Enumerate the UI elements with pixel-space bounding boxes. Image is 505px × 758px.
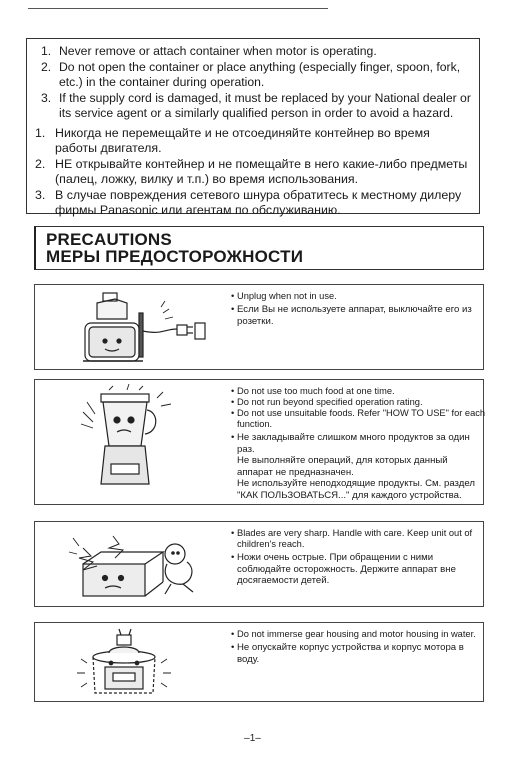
card-2-en-1: • Do not use too much food at one time. xyxy=(231,386,395,396)
card-3-en-1: • Blades are very sharp. Handle with care. Keep unit out of children's reach. xyxy=(231,528,473,549)
warning-ru-3: 3. В случае повреждения сетевого шнура обратитесь к местному дилеру фирмы Panasonic или агентам по обслуживанию. xyxy=(35,188,462,217)
card-2-ru-2: Не выполняйте операций, для которых данный аппарат не предназначен. xyxy=(237,455,448,478)
sharp-blade-child-illustration-icon xyxy=(43,526,213,604)
warnings-ru-list xyxy=(35,126,471,218)
precautions-title-ru: МЕРЫ ПРЕДОСТОРОЖНОСТИ xyxy=(46,247,304,266)
card-4-ru-1: • Не опускайте корпус устройства и корпус мотора в воду. xyxy=(231,642,464,665)
card-blades-text xyxy=(231,528,486,589)
warning-en-1: 1. Never remove or attach container when motor is operating. xyxy=(41,44,377,58)
card-2-en-2: • Do not run beyond specified operation rating. xyxy=(231,397,423,407)
unplug-illustration-icon xyxy=(43,289,213,367)
card-3-ru-1: • Ножи очень острые. При обращении с ними соблюдайте осторожность. Держите аппарат вне досягаемости детей. xyxy=(231,552,456,586)
precaution-card-unplug xyxy=(34,284,484,370)
card-immerse-text xyxy=(231,629,486,667)
card-2-ru-3: Не используйте неподходящие продукты. См. раздел "КАК ПОЛЬЗОВАТЬСЯ..." для каждого устройства. xyxy=(237,478,475,501)
warning-en-2: 2. Do not open the container or place anything (especially finger, spoon, fork, etc.) in the container during operation. xyxy=(41,60,461,89)
card-2-ru-1: • Не закладывайте слишком много продуктов за один раз. xyxy=(231,432,470,455)
card-1-en-1: • Unplug when not in use. xyxy=(231,291,337,301)
card-overload-text xyxy=(231,386,486,503)
warning-ru-1: 1. Никогда не перемещайте и не отсоединяйте контейнер во время работы двигателя. xyxy=(35,126,430,155)
immerse-water-illustration-icon xyxy=(43,627,213,699)
warnings-en-list xyxy=(35,44,471,121)
warning-ru-2: 2. НЕ открывайте контейнер и не помещайте в него какие-либо предметы (палец, ложку, вилку и т.п.) во время использования. xyxy=(35,157,468,186)
card-unplug-text xyxy=(231,291,486,329)
card-2-en-3: • Do not use unsuitable foods. Refer "HOW TO USE" for each function. xyxy=(231,408,486,429)
card-1-ru-1: • Если Вы не используете аппарат, выключайте его из розетки. xyxy=(231,304,472,327)
precautions-heading xyxy=(34,226,484,270)
top-rule xyxy=(28,8,328,9)
page-number: –1– xyxy=(244,733,261,744)
precaution-card-immerse xyxy=(34,622,484,702)
warnings-box xyxy=(26,38,480,217)
precaution-card-overload xyxy=(34,379,484,505)
card-4-en-1: • Do not immerse gear housing and motor housing in water. xyxy=(231,629,476,639)
precaution-card-blades xyxy=(34,521,484,607)
overload-blender-illustration-icon xyxy=(43,384,213,502)
precautions-title-en: PRECAUTIONS xyxy=(46,230,172,249)
warning-en-3: 3. If the supply cord is damaged, it must be replaced by your National dealer or its service agent or a similarly qualified person in order to avoid a hazard. xyxy=(41,91,471,120)
